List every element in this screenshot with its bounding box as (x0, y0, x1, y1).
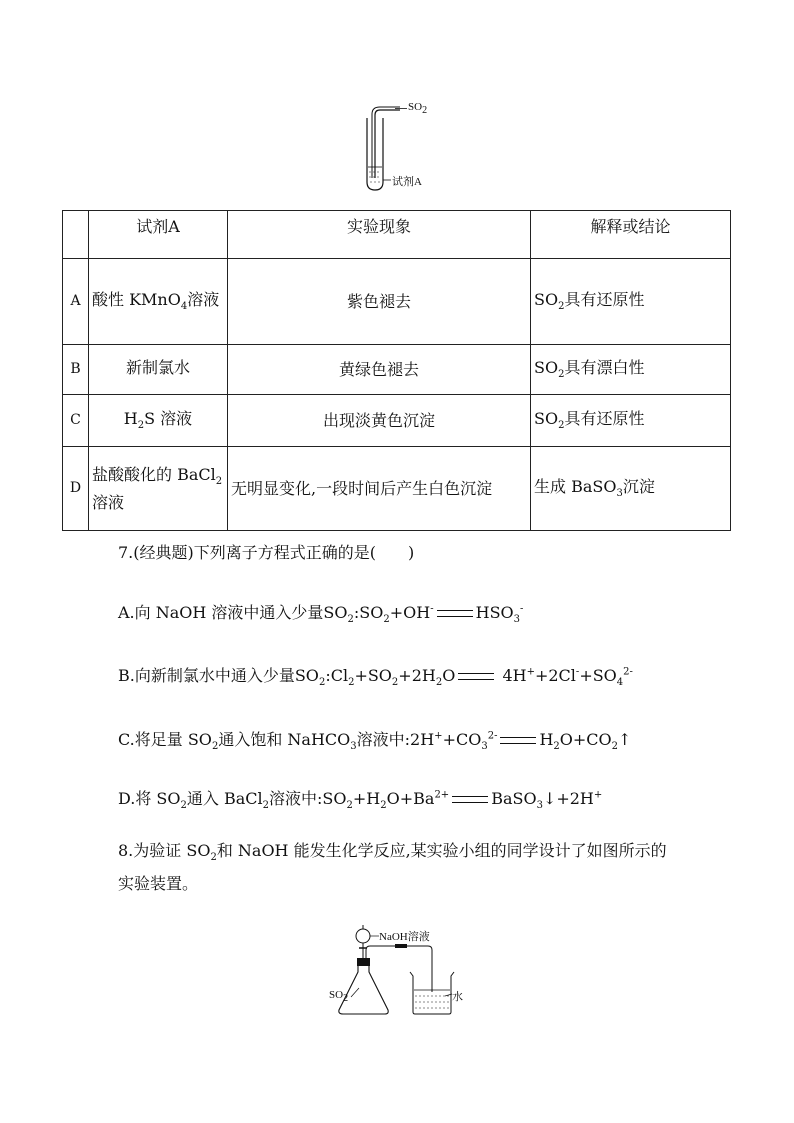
phenomenon-cell: 出现淡黄色沉淀 (228, 395, 531, 447)
equals-arrow (458, 673, 494, 680)
equals-arrow (500, 737, 536, 744)
equals-arrow (452, 796, 488, 803)
conclusion-cell: 生成 BaSO$_3$沉淀 (531, 447, 731, 531)
question-8-stem: 8.为验证 $SO_2$和 NaOH 能发生化学反应,某实验小组的同学设计了如图所示的实验装置。 (118, 841, 667, 894)
reagent-cell: 酸性 KMnO$_4$溶液 (89, 259, 228, 345)
test-tube-figure (355, 100, 465, 195)
equals-arrow (437, 610, 473, 617)
apparatus-figure (325, 922, 475, 1022)
phenomenon-cell: 紫色褪去 (228, 259, 531, 345)
question-7-option-d: D.将 $SO_2$通入 BaCl$_2$溶液中$:SO_2+H_2O+Ba^{2+}$ BaSO$_3$↓+2H+ (118, 789, 603, 812)
reagent-cell: 新制氯水 (89, 345, 228, 395)
question-7-option-b: B.向新制氯水中通入少量$SO_2:Cl_2+SO_2+2H_2O$ $4H^++2Cl^-+SO_4^{2-}$ (118, 666, 633, 689)
question-7-option-c: C.将足量 $SO_2$通入饱和 NaHCO$_3$溶液中$:2H^++CO_3^{2-}$ $H_2O+CO_2↑$ (118, 730, 632, 753)
naoh-solution-label: NaOH溶液 (379, 931, 430, 943)
row-letter: C (63, 395, 89, 447)
table-header-cell: 实验现象 (228, 211, 531, 259)
row-letter: D (63, 447, 89, 531)
table-header-cell (63, 211, 89, 259)
question-7-option-a: A.向 NaOH 溶液中通入少量$SO_2:SO_2+OH^-$ $HSO_3^-$ (118, 603, 524, 626)
so2-flask-label: $SO_2$ (329, 989, 349, 1005)
conclusion-cell: $SO_2$具有还原性 (531, 259, 731, 345)
table-header-row (63, 211, 731, 259)
phenomenon-cell: 黄绿色褪去 (228, 345, 531, 395)
conclusion-cell: $SO_2$具有漂白性 (531, 345, 731, 395)
reagent-cell: $H_2S$ 溶液 (89, 395, 228, 447)
row-letter: B (63, 345, 89, 395)
table-row (63, 259, 731, 345)
question-7-stem: 7.(经典题)下列离子方程式正确的是( ) (118, 543, 415, 562)
water-label: 水 (452, 991, 463, 1003)
table-row (63, 447, 731, 531)
so2-gas-label: $SO_2$ (408, 101, 428, 117)
row-letter: A (63, 259, 89, 345)
experiment-table (62, 210, 731, 531)
conclusion-cell: $SO_2$具有还原性 (531, 395, 731, 447)
reagent-cell: 盐酸酸化的 BaCl$_2$溶液 (89, 447, 228, 531)
table-row (63, 395, 731, 447)
table-row (63, 345, 731, 395)
table-header-cell: 试剂A (89, 211, 228, 259)
phenomenon-cell: 无明显变化,一段时间后产生白色沉淀 (228, 447, 531, 531)
reagent-a-label: 试剂A (392, 176, 422, 188)
table-header-cell: 解释或结论 (531, 211, 731, 259)
